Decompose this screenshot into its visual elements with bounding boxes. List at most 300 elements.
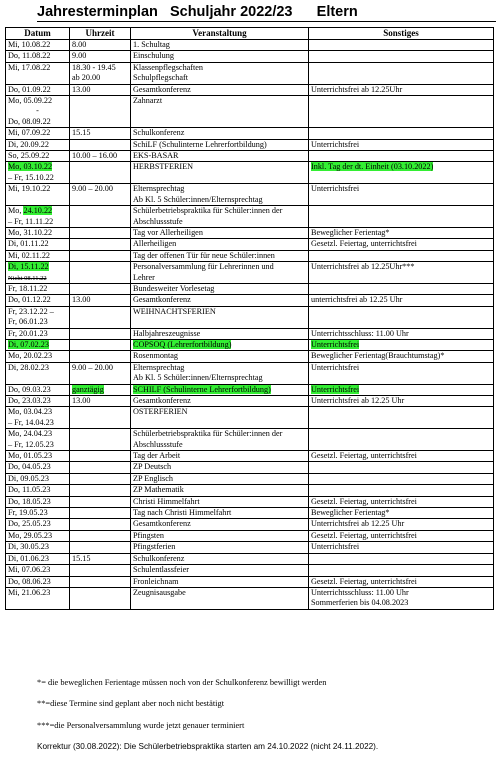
date-line [8, 565, 67, 575]
other-text: Unterrichtsfrei [311, 362, 360, 372]
cell-time [70, 339, 131, 350]
date-text: Do, 01.09.22 [8, 84, 51, 94]
date-text: Mo, 29.05.23 [8, 530, 53, 540]
event-text: ZP Deutsch [133, 462, 172, 472]
date-line [8, 239, 67, 249]
time-line [72, 151, 128, 161]
footnote-geplant: **=diese Termine sind geplant aber noch nicht bestätigt [37, 699, 225, 708]
date-text: Di, 09.05.23 [8, 473, 49, 483]
event-text: Tag vor Allerheiligen [133, 227, 203, 237]
other-text: Unterrichtsschluss: 11.00 Uhr [311, 587, 409, 597]
time-line [72, 40, 128, 50]
cell-time [70, 96, 131, 128]
cell-date [6, 151, 70, 162]
cell-time [70, 239, 131, 250]
time-text: 8.00 [72, 40, 87, 49]
date-line [8, 351, 67, 361]
date-line [8, 162, 67, 172]
table-row [6, 262, 494, 284]
date-line [8, 508, 67, 518]
cell-other [309, 485, 494, 496]
schedule-table [5, 27, 494, 610]
event-text: Allerheiligen [133, 239, 177, 249]
cell-time [70, 396, 131, 407]
event-line [133, 429, 306, 439]
cell-other [309, 339, 494, 350]
cell-date [6, 239, 70, 250]
event-text: Christi Himmelfahrt [133, 496, 200, 506]
date-text: Mo, 03.10.22 [8, 162, 53, 172]
cell-other [309, 96, 494, 128]
date-text: Do, 09.03.23 [8, 384, 51, 394]
table-row [6, 565, 494, 576]
cell-event [131, 565, 309, 576]
date-line [8, 340, 67, 350]
table-row [6, 96, 494, 128]
date-text: Do, 11.05.23 [8, 485, 51, 495]
event-text: EKS-BASAR [133, 151, 179, 161]
date-text: Do, 11.08.22 [8, 51, 51, 61]
time-text: ganztägig [72, 384, 104, 394]
time-text: 15.15 [72, 128, 91, 138]
date-line [8, 173, 67, 183]
date-line [8, 577, 67, 587]
event-text: Pfingsten [133, 530, 164, 540]
cell-other [309, 306, 494, 328]
table-row [6, 295, 494, 306]
date-line [8, 519, 67, 529]
event-line [133, 262, 306, 272]
date-line [8, 184, 67, 194]
cell-time [70, 407, 131, 429]
cell-date [6, 227, 70, 238]
cell-other [309, 396, 494, 407]
table-row [6, 84, 494, 95]
other-text: Beweglicher Ferientag* [311, 227, 390, 237]
date-line [8, 497, 67, 507]
time-line [72, 73, 128, 83]
date-text: – Fr, 15.10.22 [8, 172, 54, 182]
date-line [8, 440, 67, 450]
cell-other [309, 328, 494, 339]
date-text: – Fr, 14.04.23 [8, 417, 54, 427]
cell-other [309, 84, 494, 95]
event-text: Personalversammlung für Lehrerinnen und [133, 262, 274, 272]
event-text: Einschulung [133, 51, 174, 61]
event-line [133, 340, 306, 350]
cell-date [6, 128, 70, 139]
other-line [311, 519, 491, 529]
event-line [133, 396, 306, 406]
cell-date [6, 496, 70, 507]
cell-other [309, 139, 494, 150]
cell-other [309, 362, 494, 384]
cell-date [6, 328, 70, 339]
date-line [8, 385, 67, 395]
date-line [8, 262, 67, 272]
event-line [133, 85, 306, 95]
date-line [8, 251, 67, 261]
time-text: 15.15 [72, 553, 91, 563]
date-line [8, 451, 67, 461]
cell-other [309, 151, 494, 162]
time-text: 9.00 [72, 51, 87, 61]
cell-time [70, 250, 131, 261]
cell-event [131, 473, 309, 484]
cell-time [70, 508, 131, 519]
cell-date [6, 508, 70, 519]
cell-other [309, 407, 494, 429]
other-line [311, 340, 491, 350]
date-text: Di, 28.02.23 [8, 362, 49, 372]
cell-other [309, 40, 494, 51]
date-line [8, 273, 67, 283]
date-text: Di, 20.09.22 [8, 139, 49, 149]
cell-date [6, 396, 70, 407]
cell-event [131, 262, 309, 284]
event-text: Schulpflegschaft [133, 73, 189, 83]
cell-event [131, 339, 309, 350]
other-text: Unterrichtsfrei [311, 139, 360, 149]
cell-event [131, 429, 309, 451]
event-line [133, 217, 306, 227]
cell-date [6, 184, 70, 206]
cell-date [6, 565, 70, 576]
cell-time [70, 206, 131, 228]
table-row [6, 351, 494, 362]
cell-other [309, 295, 494, 306]
other-text: Unterrichtsfrei ab 12.25 Uhr [311, 519, 405, 529]
time-line [72, 51, 128, 61]
time-line [72, 63, 128, 73]
table-row [6, 384, 494, 395]
cell-time [70, 576, 131, 587]
other-line [311, 228, 491, 238]
table-row [6, 328, 494, 339]
cell-time [70, 227, 131, 238]
event-line [133, 206, 306, 216]
cell-event [131, 485, 309, 496]
title-underline [37, 21, 496, 22]
other-line [311, 262, 491, 272]
date-line [8, 63, 67, 73]
table-row [6, 530, 494, 541]
table-row [6, 128, 494, 139]
other-text: Beweglicher Ferientag* [311, 508, 390, 518]
cell-other [309, 429, 494, 451]
footnote-personalversammlung: ***=die Personalversammlung wurde jetzt genauer terminiert [37, 721, 245, 730]
cell-time [70, 51, 131, 62]
cell-date [6, 462, 70, 473]
date-text: Fr, 18.11.22 [8, 283, 48, 293]
date-text: Mi, 07.06.23 [8, 565, 51, 575]
date-line [8, 217, 67, 227]
date-line [8, 474, 67, 484]
event-line [133, 51, 306, 61]
cell-other [309, 262, 494, 284]
event-text: Schulkonferenz [133, 553, 185, 563]
event-text: Schulentlassfeier [133, 565, 189, 575]
other-text: Unterrichtsfrei ab 12.25Uhr*** [311, 262, 415, 272]
footnote-beweglich: *= die beweglichen Ferientage müssen noch von der Schulkonferenz bewilligt werden [37, 678, 327, 687]
time-line [72, 385, 128, 395]
other-text: Unterrichtsfrei [311, 542, 360, 552]
cell-time [70, 295, 131, 306]
date-text: Mo, 01.05.23 [8, 451, 53, 461]
date-line [8, 307, 67, 317]
table-row [6, 362, 494, 384]
date-line [8, 128, 67, 138]
event-text: Klassenpflegschaften [133, 62, 204, 72]
cell-time [70, 496, 131, 507]
other-line [311, 351, 491, 361]
event-line [133, 385, 306, 395]
event-line [133, 497, 306, 507]
cell-event [131, 384, 309, 395]
event-text: Schülerbetriebspraktika für Schüler:innen der [133, 206, 283, 216]
time-text: 13.00 [72, 84, 91, 94]
date-line [8, 117, 67, 127]
cell-other [309, 62, 494, 84]
date-text: Di, 01.06.23 [8, 553, 49, 563]
cell-time [70, 306, 131, 328]
date-line [8, 588, 67, 598]
cell-date [6, 553, 70, 564]
cell-event [131, 508, 309, 519]
date-text: Di, 15.11.22 [8, 262, 49, 272]
event-text: Gesamtkonferenz [133, 396, 191, 405]
date-line [8, 206, 67, 216]
date-text: - [36, 106, 39, 116]
table-row [6, 184, 494, 206]
cell-event [131, 407, 309, 429]
event-line [133, 351, 306, 361]
other-text: Gesetzl. Feiertag, unterrichtsfrei [311, 576, 417, 586]
cell-time [70, 519, 131, 530]
event-text: HERBSTFERIEN [133, 162, 194, 172]
cell-other [309, 530, 494, 541]
table-row [6, 62, 494, 84]
time-line [72, 363, 128, 373]
event-text: Elternsprechtag [133, 184, 185, 194]
cell-date [6, 587, 70, 609]
date-text: Mo, 20.02.23 [8, 351, 53, 361]
time-line [72, 295, 128, 305]
cell-time [70, 262, 131, 284]
event-line [133, 531, 306, 541]
event-text: ZP Mathematik [133, 485, 184, 495]
date-line [8, 317, 67, 327]
date-line [8, 151, 67, 161]
other-text: Inkl. Tag der dt. Einheit (03.10.2022) [311, 162, 434, 172]
cell-date [6, 262, 70, 284]
event-line [133, 363, 306, 373]
cell-date [6, 519, 70, 530]
time-text: 9.00 – 20.00 [72, 362, 113, 372]
cell-time [70, 462, 131, 473]
cell-other [309, 587, 494, 609]
date-text: Do, 08.06.23 [8, 576, 51, 586]
event-line [133, 508, 306, 518]
cell-date [6, 96, 70, 128]
table-row [6, 451, 494, 462]
cell-event [131, 576, 309, 587]
other-line [311, 140, 491, 150]
other-text: Gesetzl. Feiertag, unterrichtsfrei [311, 496, 417, 506]
cell-date [6, 283, 70, 294]
event-line [133, 577, 306, 587]
time-line [72, 396, 128, 406]
cell-event [131, 250, 309, 261]
event-text: Bundesweiter Vorlesetag [133, 283, 215, 293]
cell-date [6, 339, 70, 350]
cell-event [131, 351, 309, 362]
date-text: Do, 08.09.22 [8, 116, 51, 126]
table-row [6, 40, 494, 51]
table-row [6, 553, 494, 564]
date-line [8, 40, 67, 50]
cell-other [309, 542, 494, 553]
cell-event [131, 587, 309, 609]
time-text: 13.00 [72, 396, 91, 405]
cell-date [6, 84, 70, 95]
other-line [311, 162, 491, 172]
date-text: Do, 23.03.23 [8, 396, 51, 405]
cell-event [131, 51, 309, 62]
other-text: Sommerferien bis 04.08.2023 [311, 598, 409, 608]
cell-other [309, 239, 494, 250]
document-title: Jahresterminplan Schuljahr 2022/23 Eltern [37, 4, 358, 20]
table-row [6, 51, 494, 62]
cell-date [6, 139, 70, 150]
cell-event [131, 519, 309, 530]
other-text: Unterrichtsfrei ab 12.25 Uhr [311, 396, 405, 405]
date-line [8, 542, 67, 552]
cell-other [309, 283, 494, 294]
cell-date [6, 295, 70, 306]
event-line [133, 228, 306, 238]
time-text: 13.00 [72, 295, 91, 305]
date-line [8, 554, 67, 564]
column-header-other: Sonstiges [309, 28, 494, 40]
table-row [6, 396, 494, 407]
event-text: COPSOQ (Lehrerfortbildung) [133, 339, 232, 349]
time-line [72, 85, 128, 95]
event-line [133, 184, 306, 194]
other-line [311, 184, 491, 194]
event-line [133, 284, 306, 294]
cell-event [131, 328, 309, 339]
event-line [133, 373, 306, 383]
time-text: 9.00 – 20.00 [72, 184, 113, 194]
time-line [72, 128, 128, 138]
cell-event [131, 40, 309, 51]
event-line [133, 251, 306, 261]
event-line [133, 295, 306, 305]
event-text: Schulkonferenz [133, 128, 185, 138]
event-text: Halbjahreszeugnisse [133, 328, 201, 338]
cell-other [309, 250, 494, 261]
cell-event [131, 553, 309, 564]
cell-time [70, 351, 131, 362]
cell-date [6, 51, 70, 62]
column-header-date: Datum [6, 28, 70, 40]
event-text: Tag nach Christi Himmelfahrt [133, 508, 232, 518]
date-text: Mo, 05.09.22 [8, 96, 53, 106]
event-line [133, 140, 306, 150]
other-text: Gesetzl. Feiertag, unterrichtsfrei [311, 451, 417, 461]
date-line [8, 85, 67, 95]
date-line [8, 485, 67, 495]
cell-date [6, 250, 70, 261]
cell-time [70, 485, 131, 496]
cell-time [70, 384, 131, 395]
cell-time [70, 542, 131, 553]
date-text: Mi, 21.06.23 [8, 587, 51, 597]
cell-event [131, 295, 309, 306]
table-row [6, 162, 494, 184]
time-line [72, 554, 128, 564]
other-text: Gesetzl. Feiertag, unterrichtsfrei [311, 530, 417, 540]
cell-time [70, 184, 131, 206]
cell-other [309, 508, 494, 519]
cell-time [70, 283, 131, 294]
date-text: So, 25.09.22 [8, 151, 50, 161]
date-text: Mi, 07.09.22 [8, 128, 51, 138]
cell-event [131, 451, 309, 462]
cell-other [309, 227, 494, 238]
cell-time [70, 451, 131, 462]
date-line [8, 295, 67, 305]
event-text: SchiLF (Schulinterne Lehrerfortbildung) [133, 139, 267, 149]
date-text: Do, 04.05.23 [8, 462, 51, 472]
cell-date [6, 384, 70, 395]
other-line [311, 508, 491, 518]
other-line [311, 598, 491, 608]
time-text: 18.30 - 19.45 [72, 62, 116, 72]
cell-date [6, 362, 70, 384]
cell-event [131, 239, 309, 250]
event-line [133, 73, 306, 83]
event-line [133, 273, 306, 283]
other-text: Gesetzl. Feiertag, unterrichtsfrei [311, 239, 417, 249]
event-line [133, 151, 306, 161]
other-line [311, 396, 491, 406]
table-row [6, 151, 494, 162]
other-line [311, 85, 491, 95]
table-row [6, 239, 494, 250]
cell-date [6, 62, 70, 84]
event-line [133, 63, 306, 73]
other-text: Unterrichtsfrei [311, 339, 360, 349]
date-text: Fr, 06.01.23 [8, 317, 48, 327]
time-text: 10.00 – 16.00 [72, 151, 118, 161]
other-text: unterrichtsfrei ab 12.25 Uhr [311, 295, 403, 305]
cell-date [6, 576, 70, 587]
date-line [8, 429, 67, 439]
event-line [133, 128, 306, 138]
cell-other [309, 384, 494, 395]
other-line [311, 385, 491, 395]
other-line [311, 577, 491, 587]
other-line [311, 295, 491, 305]
cell-time [70, 530, 131, 541]
other-text: Unterrichtsschluss: 11.00 Uhr [311, 328, 409, 338]
cell-time [70, 84, 131, 95]
event-line [133, 40, 306, 50]
table-row [6, 542, 494, 553]
cell-other [309, 351, 494, 362]
